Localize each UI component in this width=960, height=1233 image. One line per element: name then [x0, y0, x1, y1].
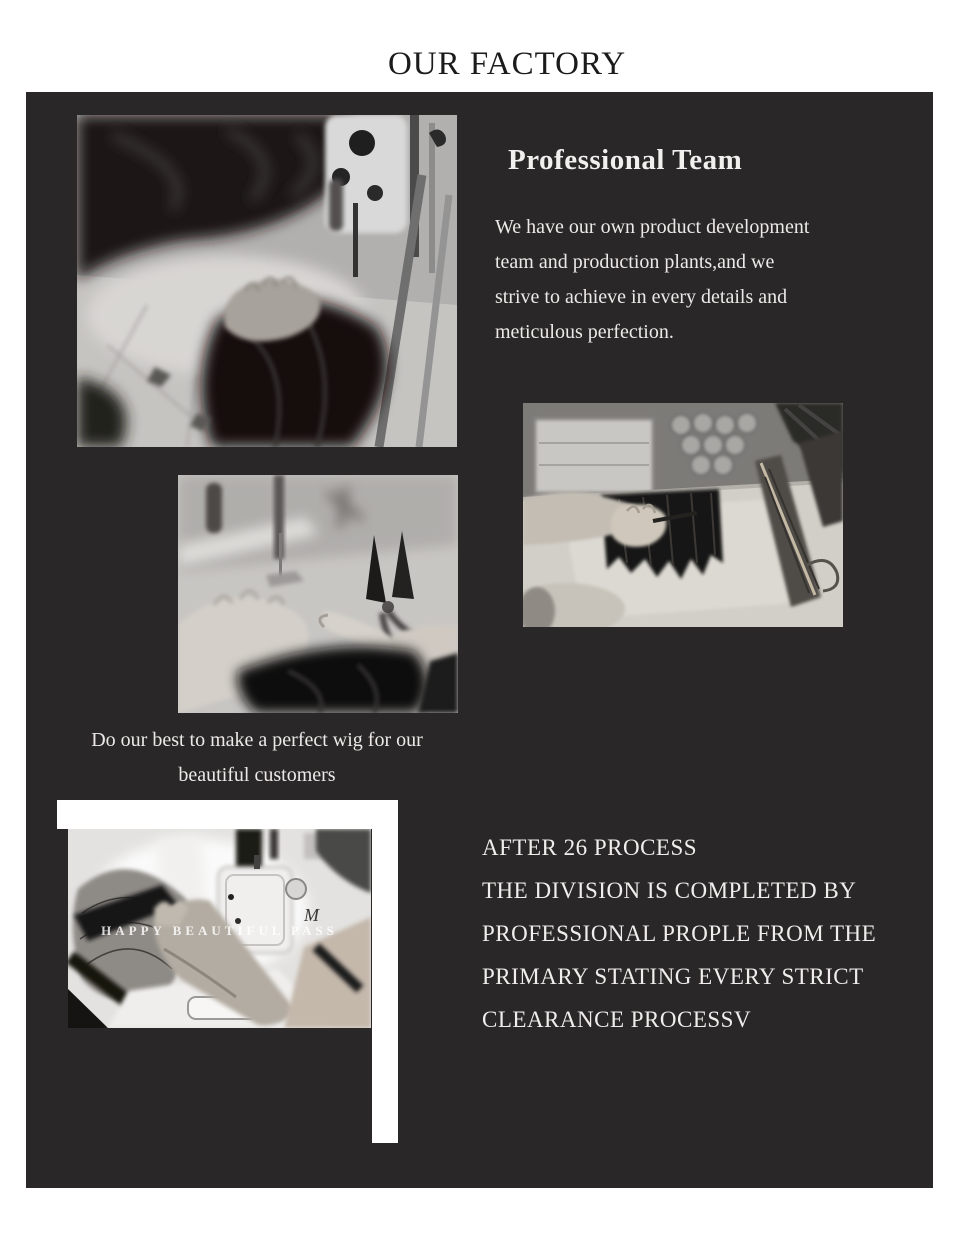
- page-title: OUR FACTORY: [387, 46, 627, 83]
- team-description: [495, 210, 915, 350]
- team-description-line: meticulous perfection.: [495, 321, 674, 343]
- photo-illustration: [77, 115, 457, 447]
- factory-dark-panel: [26, 92, 933, 1188]
- team-heading: Professional Team: [508, 144, 743, 177]
- white-frame-top: [57, 800, 398, 829]
- team-description-line: strive to achieve in every details and: [495, 286, 788, 308]
- process-note-line: PROFESSIONAL PROPLE FROM THE: [482, 921, 877, 946]
- photo-wig-trimming: [178, 475, 458, 713]
- photo-wig-cap-sewing: [68, 829, 371, 1028]
- photo-illustration: [523, 403, 843, 627]
- workshop-caption-line: Do our best to make a perfect wig for our: [91, 729, 423, 751]
- photo-wig-sewing-machine: [77, 115, 457, 447]
- photo-hair-wefts: [523, 403, 843, 627]
- process-note-line: AFTER 26 PROCESS: [482, 835, 698, 860]
- process-note-line: CLEARANCE PROCESSV: [482, 1007, 752, 1032]
- white-frame-right: [372, 800, 398, 1143]
- team-description-line: team and production plants,and we: [495, 251, 775, 273]
- svg-text:M: M: [304, 905, 319, 925]
- process-note: [482, 826, 922, 1041]
- photo-illustration: [178, 475, 458, 713]
- process-note-line: THE DIVISION IS COMPLETED BY: [482, 878, 857, 903]
- photo-watermark: HAPPY BEAUTIFUL PASS: [101, 922, 338, 938]
- workshop-caption: [26, 723, 488, 793]
- team-description-line: We have our own product development: [495, 216, 810, 238]
- process-note-line: PRIMARY STATING EVERY STRICT: [482, 964, 864, 989]
- workshop-caption-line: beautiful customers: [178, 764, 336, 786]
